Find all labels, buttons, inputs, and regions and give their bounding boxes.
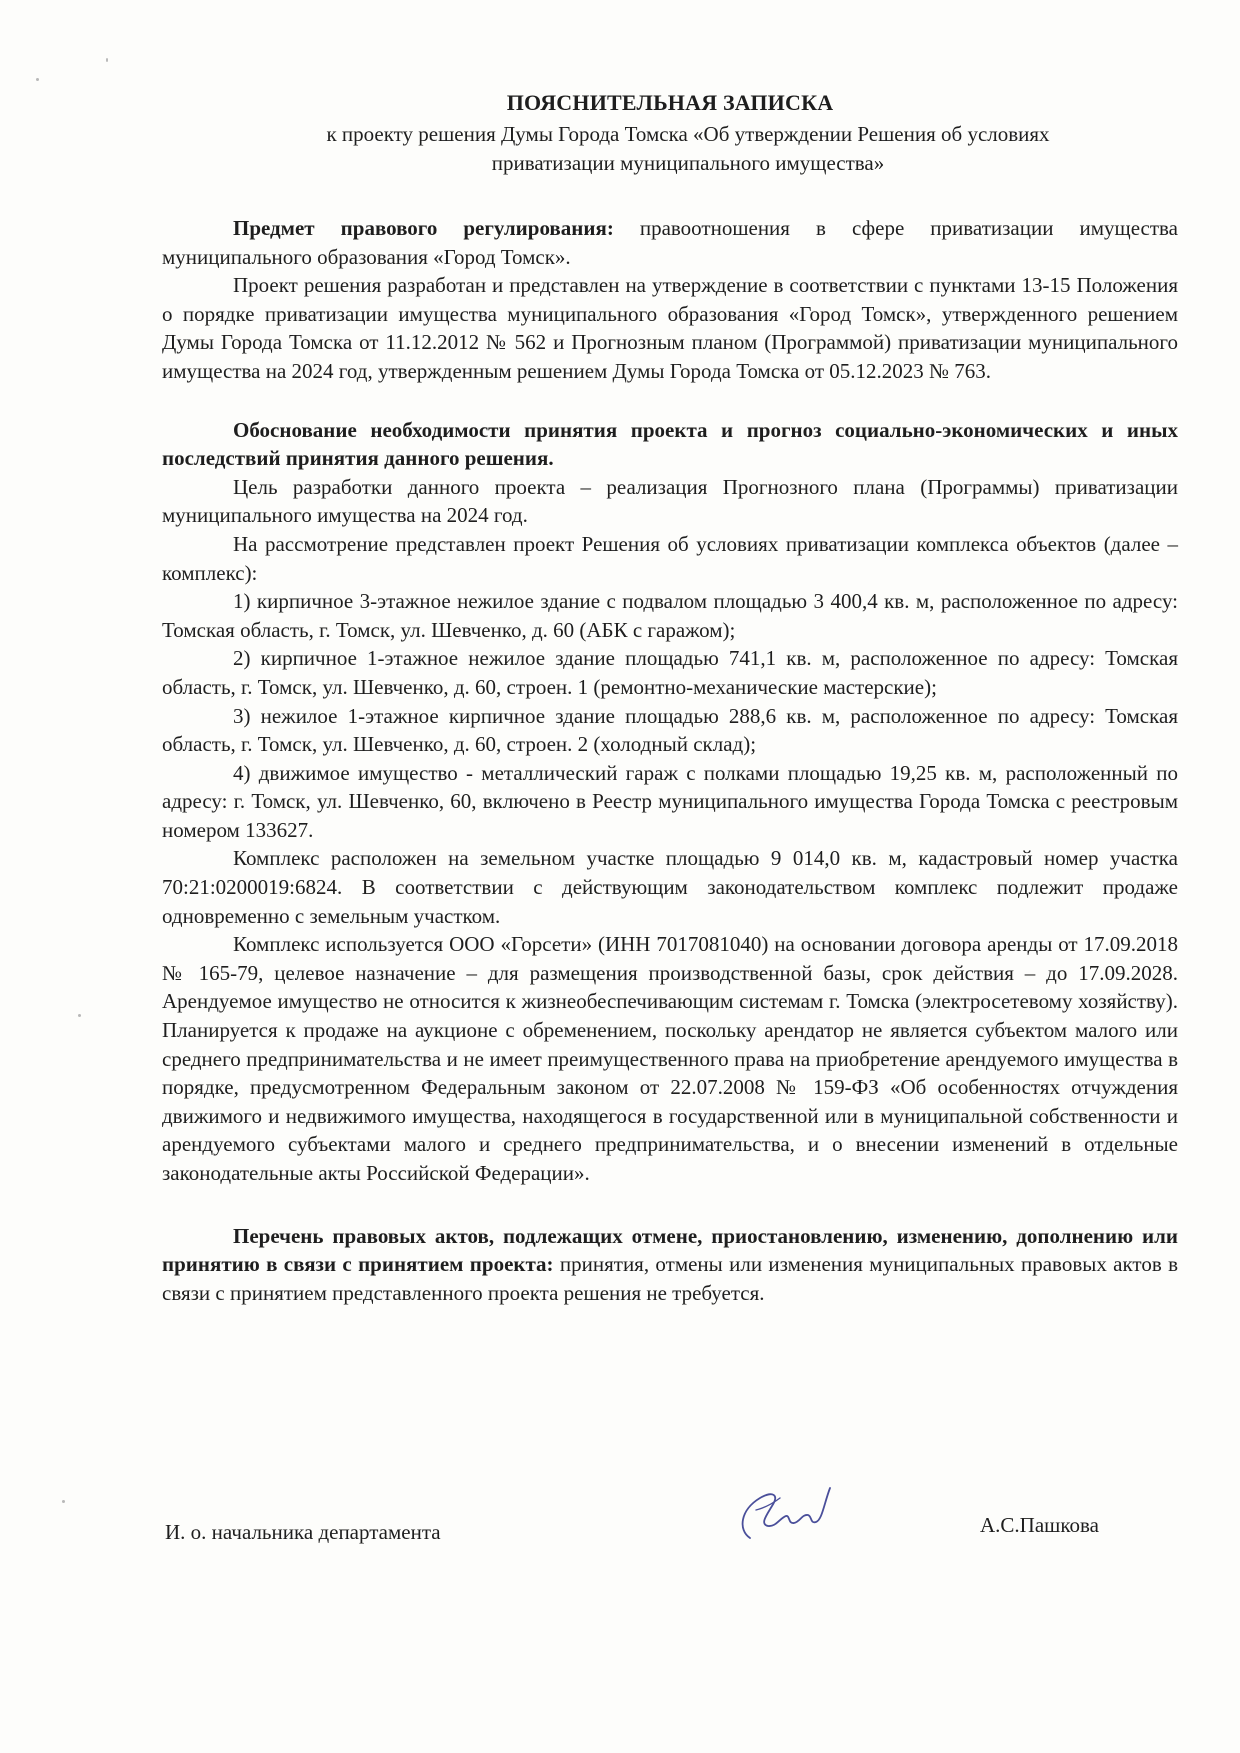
object-item-1: 1) кирпичное 3-этажное нежилое здание с подвалом площадью 3 400,4 кв. м, расположенное по адресу: Томская область, г. Томск, ул. Шевченко, д. 60 (АБК с гаражом); [162,589,1178,642]
document-subtitle [162,120,1178,178]
object-item-3: 3) нежилое 1-этажное кирпичное здание площадью 288,6 кв. м, расположенное по адресу: Томская область, г. Томск, ул. Шевченко, д. 60, строен. 2 (холодный склад); [162,703,1178,757]
signer-position: И. о. начальника департамента [165,1520,441,1544]
scan-speck [106,58,108,62]
signer-name: А.С.Пашкова [980,1513,1099,1537]
object-item-2: 2) кирпичное 1-этажное нежилое здание площадью 741,1 кв. м, расположенное по адресу: Томская область, г. Томск, ул. Шевченко, д. 60, строен. 1 (ремонтно-механические мастерские); [162,646,1178,699]
subject-label: Предмет правового регулирования: [233,216,614,240]
subtitle-line-1: к проекту решения Думы Города Томска «Об утверждении Решения об условиях [326,122,1050,146]
land-paragraph: Комплекс расположен на земельном участке площадью 9 014,0 кв. м, кадастровый номер участка 70:21:0200019:6824. В соответствии с действующим законодательством комплекс подлежит продаже одновременно с земельным участком. [162,846,1178,928]
basis-paragraph: Проект решения разработан и представлен на утверждение в соответствии с пунктами 13-15 Положения о порядке приватизации имущества муниципального образования «Город Томск», утвержденного решением Думы Города Томска от 11.12.2012 № 562 и Прогнозным планом (Программой) приватизации муниципального имущества на 2024 год, утвержденным решением Думы Города Томска от 05.12.2023 № 763. [162,273,1178,383]
acts-paragraph [162,1222,1178,1308]
intro-paragraph: На рассмотрение представлен проект Решения об условиях приватизации комплекса объектов (далее – комплекс): [162,531,1178,585]
signature-stroke-2 [756,1498,780,1510]
subject-text: правоотношения в сфере приватизации имущества муниципального образования «Город Томск». [162,216,1178,269]
handwritten-signature-icon [720,1480,840,1550]
goal-paragraph: Цель разработки данного проекта – реализация Прогнозного плана (Программы) приватизации муниципального имущества на 2024 год. [162,474,1178,528]
scan-speck [78,1014,81,1017]
signature-block [165,1490,1165,1550]
acts-label: Перечень правовых актов, подлежащих отмене, приостановлению, изменению, дополнению или принятию в связи с принятием проекта: [162,1223,1178,1277]
subtitle-line-2: приватизации муниципального имущества» [491,151,885,175]
object-item-4: 4) движимое имущество - металлический гараж с полками площадью 19,25 кв. м, расположенный по адресу: г. Томск, ул. Шевченко, 60, включено в Реестр муниципального имущества Города Томска с реестровым номером 133627. [162,760,1178,842]
document-title: ПОЯСНИТЕЛЬНАЯ ЗАПИСКА [506,90,834,115]
justification-section [162,416,1178,1188]
subject-paragraph [162,214,1178,271]
scan-speck [36,78,39,81]
acts-section [162,1222,1178,1308]
acts-text: принятия, отмены или изменения муниципальных правовых актов в связи с принятием представленного проекта решения не требуется. [162,1252,1178,1305]
signature-stroke [743,1488,830,1538]
justification-heading: Обоснование необходимости принятия проекта и прогноз социально-экономических и иных последствий принятия данного решения. [162,417,1178,471]
subject-section [162,214,1178,386]
usage-paragraph: Комплекс используется ООО «Горсети» (ИНН 7017081040) на основании договора аренды от 17.09.2018 № 165-79, целевое назначение – для размещения производственной базы, срок действия – до 17.09.2028. Арендуемое имущество не относится к жизнеобеспечивающим системам г. Томска (электросетевому хозяйству). Планируется к продаже на аукционе с обременением, поскольку арендатор не является субъектом малого или среднего предпринимательства и не имеет преимущественного права на приобретение арендуемого имущества в порядке, предусмотренном Федеральным законом от 22.07.2008 № 159-ФЗ «Об особенностях отчуждения движимого и недвижимого имущества, находящегося в государственной или в муниципальной собственности и арендуемого субъектами малого и среднего предпринимательства, и о внесении изменений в отдельные законодательные акты Российской Федерации». [162,932,1178,1185]
document-page [162,88,1178,1307]
scan-speck [62,1500,65,1503]
